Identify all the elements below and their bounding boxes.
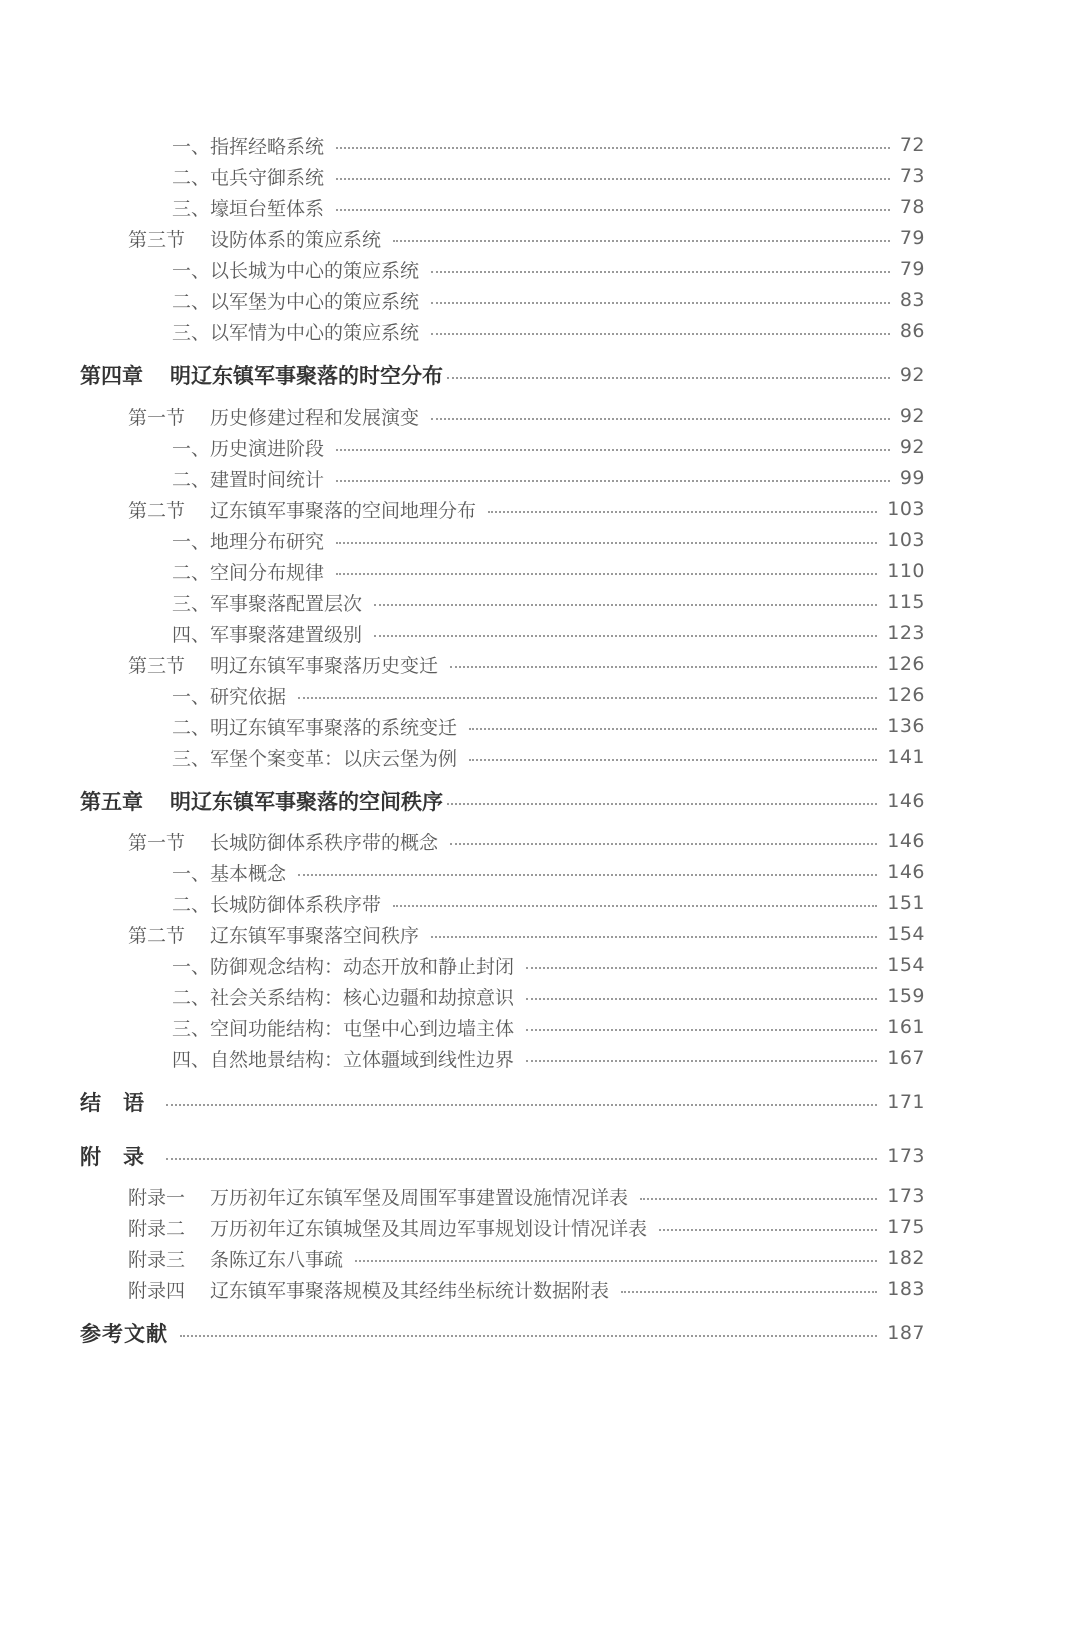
dot-leader [180,1333,877,1337]
dot-leader [166,1156,877,1160]
toc-entry[interactable] [80,463,925,493]
toc-entry-title [80,828,438,855]
toc-entry-title [80,890,381,917]
dot-leader [526,996,877,1000]
toc-entry-title [80,1214,647,1241]
toc-entry-label: 长城防御体系秩序带的概念 [210,831,439,854]
dot-leader [640,1196,877,1200]
toc-entry-title [80,786,443,816]
page-number: 175 [887,1216,925,1238]
toc-entry-label: 明辽东镇军事聚落的空间秩序 [170,790,443,814]
toc-entry-title [80,360,443,390]
toc-entry[interactable] [80,618,925,648]
toc-entry-title [80,558,324,585]
dot-leader [431,300,890,304]
toc-entry-label: 三、军事聚落配置层次 [172,592,363,615]
toc-entry[interactable] [80,1012,925,1042]
dot-leader [469,757,877,761]
page-number: 167 [887,1047,925,1069]
toc-entry[interactable] [80,223,925,253]
toc-entry-label: 一、地理分布研究 [172,530,325,553]
toc-entry-title [80,434,324,461]
toc-entry-title [80,318,419,345]
toc-entry[interactable] [80,857,925,887]
dot-leader [469,726,877,730]
toc-entry-label: 明辽东镇军事聚落历史变迁 [210,654,439,677]
toc-entry[interactable] [80,360,925,390]
toc-entry-label: 二、空间分布规律 [172,561,325,584]
page-number: 126 [887,684,925,706]
toc-entry[interactable] [80,494,925,524]
toc-entry[interactable] [80,401,925,431]
dot-leader [374,602,877,606]
toc-entry-title [80,859,286,886]
page-number: 126 [887,653,925,675]
section-number: 附录三 [128,1248,186,1271]
toc-entry-title [80,1141,166,1171]
toc-entry-title [80,163,324,190]
toc-entry-title [80,496,476,523]
page-number: 115 [887,591,925,613]
dot-leader [298,695,877,699]
page-number: 183 [887,1278,925,1300]
dot-leader [659,1227,877,1231]
toc-entry[interactable] [80,888,925,918]
toc-entry-label: 三、壕垣台堑体系 [172,197,325,220]
toc-entry-label: 二、建置时间统计 [172,468,325,491]
page-number: 110 [887,560,925,582]
page-number: 79 [899,258,925,280]
page-number: 182 [887,1247,925,1269]
dot-leader [336,540,877,544]
page-number: 159 [887,985,925,1007]
toc-entry-title [80,1183,628,1210]
page-number: 161 [887,1016,925,1038]
toc-entry-label: 条陈辽东八事疏 [210,1248,344,1271]
page-number: 103 [887,529,925,551]
dot-leader [450,841,877,845]
page-number: 187 [887,1322,925,1344]
toc-entry-label: 三、军堡个案变革：以庆云堡为例 [172,747,458,770]
toc-entry-title [80,256,419,283]
dot-leader [526,965,877,969]
toc-entry-label: 四、自然地景结构：立体疆域到线性边界 [172,1048,515,1071]
page-number: 92 [899,436,925,458]
toc-entry-label: 辽东镇军事聚落规模及其经纬坐标统计数据附表 [210,1279,610,1302]
toc-entry[interactable] [80,680,925,710]
toc-entry-title [80,194,324,221]
toc-entry-label: 参考文献 [80,1322,168,1346]
dot-leader [431,331,890,335]
toc-entry-title [80,1014,514,1041]
toc-entry-title [80,403,419,430]
toc-entry-title [80,1087,166,1117]
toc-entry-title [80,465,324,492]
dot-leader [447,801,877,805]
toc-entry[interactable] [80,285,925,315]
section-number: 第二节 [128,924,186,947]
toc-entry-title [80,225,381,252]
toc-entry[interactable] [80,1087,925,1117]
page-number: 173 [887,1185,925,1207]
toc-entry[interactable] [80,1274,925,1304]
dot-leader [393,238,890,242]
toc-entry-label: 二、长城防御体系秩序带 [172,893,382,916]
page-number: 136 [887,715,925,737]
page-number: 72 [899,134,925,156]
toc-entry-label: 万历初年辽东镇城堡及其周边军事规划设计情况详表 [210,1217,648,1240]
toc-entry-title [80,651,438,678]
toc-entry-title [80,1245,343,1272]
dot-leader [336,145,890,149]
dot-leader [450,664,877,668]
toc-entry-title [80,527,324,554]
toc-entry-title [80,682,286,709]
toc-entry-label: 明辽东镇军事聚落的时空分布 [170,364,443,388]
toc-entry-title [80,132,324,159]
page-number: 146 [887,830,925,852]
toc-entry-title [80,620,362,647]
toc-entry-label: 一、以长城为中心的策应系统 [172,259,420,282]
toc-entry-title [80,744,457,771]
toc-entry[interactable] [80,1212,925,1242]
toc-entry[interactable] [80,1141,925,1171]
dot-leader [526,1027,877,1031]
dot-leader [431,416,890,420]
page-number: 141 [887,746,925,768]
toc-entry-label: 二、以军堡为中心的策应系统 [172,290,420,313]
toc-entry-label: 三、以军情为中心的策应系统 [172,321,420,344]
toc-entry-title [80,1045,514,1072]
page-number: 78 [899,196,925,218]
section-number: 附录二 [128,1217,186,1240]
dot-leader [336,478,890,482]
toc-entry[interactable] [80,950,925,980]
toc-entry-label: 历史修建过程和发展演变 [210,406,420,429]
toc-entry[interactable] [80,742,925,772]
toc-entry[interactable] [80,161,925,191]
toc-entry-label: 二、屯兵守御系统 [172,166,325,189]
toc-entry[interactable] [80,587,925,617]
toc-entry[interactable] [80,1243,925,1273]
page-number: 154 [887,954,925,976]
toc-entry-label: 辽东镇军事聚落空间秩序 [210,924,420,947]
toc-entry[interactable] [80,981,925,1011]
toc-entry-title [80,589,362,616]
toc-entry[interactable] [80,525,925,555]
page-number: 99 [899,467,925,489]
page-number: 79 [899,227,925,249]
dot-leader [374,633,877,637]
toc-entry[interactable] [80,1318,925,1348]
toc-entry[interactable] [80,192,925,222]
toc-entry-label: 一、研究依据 [172,685,287,708]
toc-entry-label: 一、指挥经略系统 [172,135,325,158]
dot-leader [336,176,890,180]
dot-leader [431,269,890,273]
section-number: 第一节 [128,406,186,429]
dot-leader [526,1058,877,1062]
toc-entry-label: 万历初年辽东镇军堡及周围军事建置设施情况详表 [210,1186,629,1209]
toc-entry-label: 一、防御观念结构：动态开放和静止封闭 [172,955,515,978]
page-number: 103 [887,498,925,520]
page-number: 83 [899,289,925,311]
toc-entry[interactable] [80,919,925,949]
toc-entry[interactable] [80,556,925,586]
toc-entry-label: 二、社会关系结构：核心边疆和劫掠意识 [172,986,515,1009]
toc-entry[interactable] [80,432,925,462]
dot-leader [298,872,877,876]
page-number: 146 [887,790,925,812]
toc-entry-title [80,287,419,314]
toc-entry-title [80,713,457,740]
toc-entry-title [80,1318,168,1348]
toc-entry-title [80,983,514,1010]
page-number: 123 [887,622,925,644]
toc-entry-label: 三、空间功能结构：屯堡中心到边墙主体 [172,1017,515,1040]
section-number: 第三节 [128,654,186,677]
toc-entry[interactable] [80,786,925,816]
section-number: 附录一 [128,1186,186,1209]
section-number: 第三节 [128,228,186,251]
dot-leader [336,207,890,211]
toc-entry-label: 结语 [80,1091,166,1115]
dot-leader [621,1289,877,1293]
dot-leader [166,1102,877,1106]
toc-entry-label: 四、军事聚落建置级别 [172,623,363,646]
toc-entry[interactable] [80,826,925,856]
dot-leader [393,903,877,907]
toc-entry[interactable] [80,649,925,679]
dot-leader [447,375,890,379]
page-number: 171 [887,1091,925,1113]
page-number: 86 [899,320,925,342]
page-number: 173 [887,1145,925,1167]
toc-entry[interactable] [80,711,925,741]
toc-entry[interactable] [80,1043,925,1073]
toc-entry[interactable] [80,130,925,160]
toc-entry[interactable] [80,316,925,346]
section-number: 附录四 [128,1279,186,1302]
dot-leader [336,571,877,575]
page-number: 151 [887,892,925,914]
page-number: 146 [887,861,925,883]
dot-leader [488,509,877,513]
section-number: 第二节 [128,499,186,522]
dot-leader [355,1258,877,1262]
page-number: 73 [899,165,925,187]
toc-entry-label: 一、历史演进阶段 [172,437,325,460]
toc-entry-label: 附录 [80,1145,166,1169]
chapter-number: 第四章 [80,364,143,388]
page-number: 92 [899,405,925,427]
page-number: 154 [887,923,925,945]
page-number: 92 [899,364,925,386]
toc-entry[interactable] [80,1181,925,1211]
chapter-number: 第五章 [80,790,143,814]
toc-entry-title [80,1276,609,1303]
dot-leader [431,934,877,938]
toc-entry-label: 设防体系的策应系统 [210,228,382,251]
section-number: 第一节 [128,831,186,854]
toc-entry[interactable] [80,254,925,284]
toc-entry-label: 辽东镇军事聚落的空间地理分布 [210,499,477,522]
toc-entry-title [80,952,514,979]
toc-entry-title [80,921,419,948]
dot-leader [336,447,890,451]
toc-entry-label: 一、基本概念 [172,862,287,885]
toc-entry-label: 二、明辽东镇军事聚落的系统变迁 [172,716,458,739]
